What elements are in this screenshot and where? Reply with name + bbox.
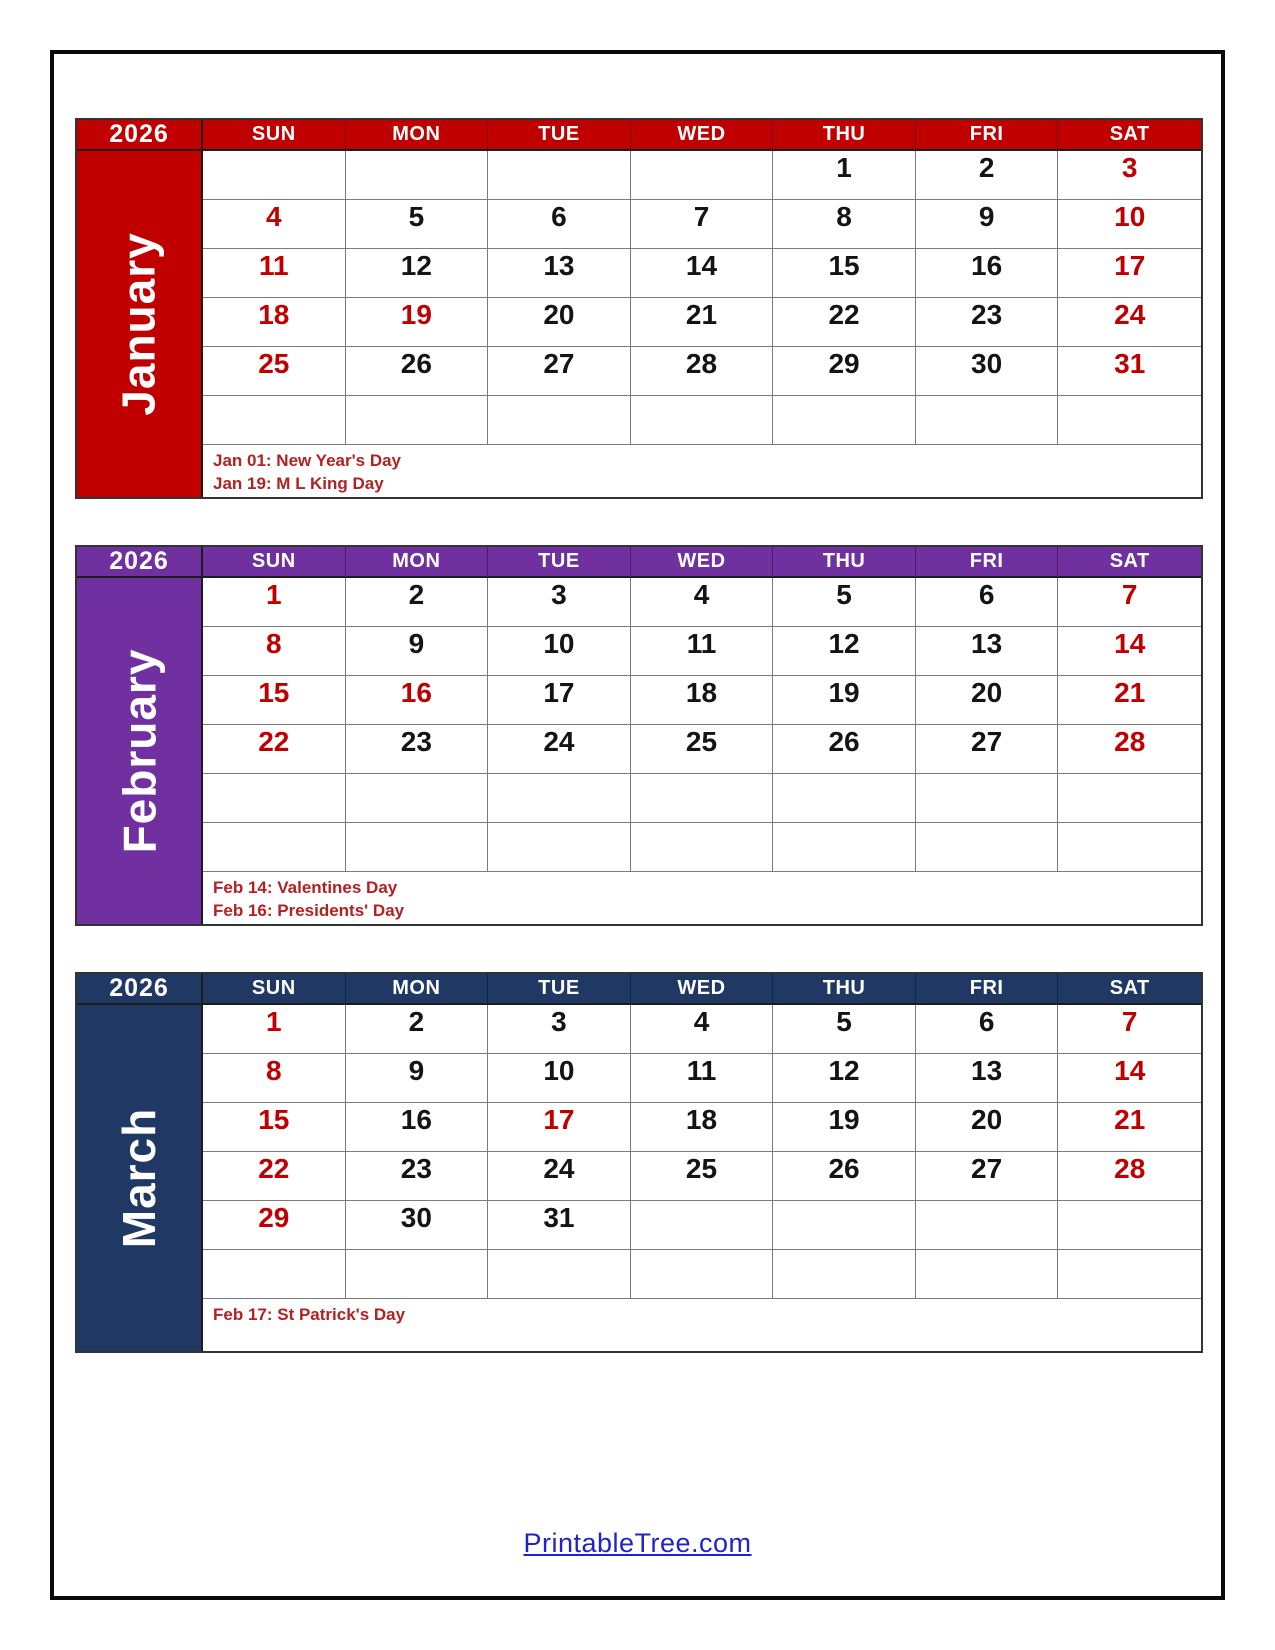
date-cell-february-13: 13 xyxy=(916,627,1059,676)
day-header-sat-february: SAT xyxy=(1058,547,1201,578)
empty-date-cell xyxy=(916,1201,1059,1250)
date-cell-february-27: 27 xyxy=(916,725,1059,774)
holiday-note: Feb 17: St Patrick's Day xyxy=(213,1305,406,1324)
date-cell-march-14: 14 xyxy=(1058,1054,1201,1103)
date-cell-february-18: 18 xyxy=(631,676,774,725)
date-cell-february-11: 11 xyxy=(631,627,774,676)
month-name-february: February xyxy=(113,648,166,854)
date-cell-february-26: 26 xyxy=(773,725,916,774)
empty-date-cell xyxy=(631,774,774,823)
empty-date-cell xyxy=(773,1250,916,1299)
empty-date-cell xyxy=(916,823,1059,872)
empty-date-cell xyxy=(346,396,489,445)
empty-date-cell xyxy=(631,1201,774,1250)
date-cell-january-20: 20 xyxy=(488,298,631,347)
date-cell-march-16: 16 xyxy=(346,1103,489,1152)
date-cell-february-23: 23 xyxy=(346,725,489,774)
date-cell-march-23: 23 xyxy=(346,1152,489,1201)
year-label-march: 2026 xyxy=(77,974,203,1005)
day-header-wed-january: WED xyxy=(631,120,774,151)
empty-date-cell xyxy=(488,1250,631,1299)
empty-date-cell xyxy=(488,396,631,445)
date-cell-march-15: 15 xyxy=(203,1103,346,1152)
empty-date-cell xyxy=(631,1250,774,1299)
date-cell-march-5: 5 xyxy=(773,1005,916,1054)
date-cell-march-22: 22 xyxy=(203,1152,346,1201)
date-cell-january-27: 27 xyxy=(488,347,631,396)
empty-date-cell xyxy=(488,151,631,200)
empty-date-cell xyxy=(773,774,916,823)
empty-date-cell xyxy=(346,774,489,823)
month-section-february xyxy=(75,545,1203,926)
date-cell-march-18: 18 xyxy=(631,1103,774,1152)
date-cell-january-22: 22 xyxy=(773,298,916,347)
date-cell-march-11: 11 xyxy=(631,1054,774,1103)
holiday-note: Feb 14: Valentines Day xyxy=(213,878,398,897)
date-cell-march-25: 25 xyxy=(631,1152,774,1201)
date-cell-february-3: 3 xyxy=(488,578,631,627)
date-cell-february-4: 4 xyxy=(631,578,774,627)
empty-date-cell xyxy=(346,823,489,872)
empty-date-cell xyxy=(346,1250,489,1299)
empty-date-cell xyxy=(203,823,346,872)
day-header-tue-january: TUE xyxy=(488,120,631,151)
date-cell-january-1: 1 xyxy=(773,151,916,200)
date-cell-march-7: 7 xyxy=(1058,1005,1201,1054)
date-cell-february-15: 15 xyxy=(203,676,346,725)
footer-link[interactable]: PrintableTree.com xyxy=(523,1528,752,1558)
empty-date-cell xyxy=(203,1250,346,1299)
date-cell-january-29: 29 xyxy=(773,347,916,396)
empty-date-cell xyxy=(488,823,631,872)
date-cell-january-16: 16 xyxy=(916,249,1059,298)
date-cell-march-10: 10 xyxy=(488,1054,631,1103)
date-cell-february-2: 2 xyxy=(346,578,489,627)
day-header-sun-march: SUN xyxy=(203,974,346,1005)
day-header-thu-january: THU xyxy=(773,120,916,151)
empty-date-cell xyxy=(631,396,774,445)
date-cell-february-20: 20 xyxy=(916,676,1059,725)
day-header-tue-february: TUE xyxy=(488,547,631,578)
date-cell-february-19: 19 xyxy=(773,676,916,725)
empty-date-cell xyxy=(203,774,346,823)
month-name-march: March xyxy=(113,1107,166,1249)
date-cell-january-5: 5 xyxy=(346,200,489,249)
day-header-thu-march: THU xyxy=(773,974,916,1005)
date-cell-february-12: 12 xyxy=(773,627,916,676)
day-header-fri-january: FRI xyxy=(916,120,1059,151)
holiday-note: Jan 19: M L King Day xyxy=(213,473,384,493)
empty-date-cell xyxy=(488,774,631,823)
holiday-notes-january xyxy=(203,445,1201,497)
day-header-sat-january: SAT xyxy=(1058,120,1201,151)
month-name-january: January xyxy=(113,232,165,416)
date-cell-january-13: 13 xyxy=(488,249,631,298)
date-cell-january-8: 8 xyxy=(773,200,916,249)
date-cell-january-26: 26 xyxy=(346,347,489,396)
empty-date-cell xyxy=(346,151,489,200)
empty-date-cell xyxy=(916,774,1059,823)
month-band-february xyxy=(77,578,203,924)
date-cell-january-4: 4 xyxy=(203,200,346,249)
date-cell-march-27: 27 xyxy=(916,1152,1059,1201)
date-cell-march-19: 19 xyxy=(773,1103,916,1152)
empty-date-cell xyxy=(203,396,346,445)
date-cell-january-10: 10 xyxy=(1058,200,1201,249)
date-cell-march-4: 4 xyxy=(631,1005,774,1054)
date-cell-january-28: 28 xyxy=(631,347,774,396)
date-cell-march-3: 3 xyxy=(488,1005,631,1054)
day-header-thu-february: THU xyxy=(773,547,916,578)
empty-date-cell xyxy=(1058,1250,1201,1299)
day-header-sun-january: SUN xyxy=(203,120,346,151)
date-cell-march-28: 28 xyxy=(1058,1152,1201,1201)
empty-date-cell xyxy=(1058,823,1201,872)
empty-date-cell xyxy=(631,151,774,200)
date-cell-february-7: 7 xyxy=(1058,578,1201,627)
empty-date-cell xyxy=(773,396,916,445)
date-cell-march-29: 29 xyxy=(203,1201,346,1250)
date-cell-january-21: 21 xyxy=(631,298,774,347)
empty-date-cell xyxy=(631,823,774,872)
day-header-mon-january: MON xyxy=(346,120,489,151)
empty-date-cell xyxy=(1058,774,1201,823)
year-label-february: 2026 xyxy=(77,547,203,578)
date-cell-february-14: 14 xyxy=(1058,627,1201,676)
date-cell-march-20: 20 xyxy=(916,1103,1059,1152)
empty-date-cell xyxy=(203,151,346,200)
date-cell-february-10: 10 xyxy=(488,627,631,676)
date-cell-february-6: 6 xyxy=(916,578,1059,627)
date-cell-january-17: 17 xyxy=(1058,249,1201,298)
date-cell-february-16: 16 xyxy=(346,676,489,725)
date-cell-march-30: 30 xyxy=(346,1201,489,1250)
year-label-january: 2026 xyxy=(77,120,203,151)
date-cell-march-6: 6 xyxy=(916,1005,1059,1054)
date-cell-march-26: 26 xyxy=(773,1152,916,1201)
day-header-fri-march: FRI xyxy=(916,974,1059,1005)
empty-date-cell xyxy=(916,1250,1059,1299)
date-cell-january-31: 31 xyxy=(1058,347,1201,396)
date-cell-march-1: 1 xyxy=(203,1005,346,1054)
day-header-wed-february: WED xyxy=(631,547,774,578)
date-cell-march-12: 12 xyxy=(773,1054,916,1103)
month-band-march xyxy=(77,1005,203,1351)
date-cell-february-24: 24 xyxy=(488,725,631,774)
date-cell-january-2: 2 xyxy=(916,151,1059,200)
date-cell-march-8: 8 xyxy=(203,1054,346,1103)
date-cell-january-14: 14 xyxy=(631,249,774,298)
date-cell-january-15: 15 xyxy=(773,249,916,298)
holiday-notes-february xyxy=(203,872,1201,924)
date-cell-january-11: 11 xyxy=(203,249,346,298)
date-cell-january-25: 25 xyxy=(203,347,346,396)
footer xyxy=(0,1528,1275,1559)
day-header-sat-march: SAT xyxy=(1058,974,1201,1005)
holiday-notes-march xyxy=(203,1299,1201,1351)
date-cell-march-31: 31 xyxy=(488,1201,631,1250)
date-cell-january-7: 7 xyxy=(631,200,774,249)
day-header-sun-february: SUN xyxy=(203,547,346,578)
date-cell-march-2: 2 xyxy=(346,1005,489,1054)
date-cell-february-9: 9 xyxy=(346,627,489,676)
date-cell-march-13: 13 xyxy=(916,1054,1059,1103)
day-header-mon-february: MON xyxy=(346,547,489,578)
empty-date-cell xyxy=(773,1201,916,1250)
holiday-note: Feb 16: Presidents' Day xyxy=(213,900,405,920)
holiday-note: Jan 01: New Year's Day xyxy=(213,451,402,470)
date-cell-march-9: 9 xyxy=(346,1054,489,1103)
date-cell-january-24: 24 xyxy=(1058,298,1201,347)
day-header-wed-march: WED xyxy=(631,974,774,1005)
date-cell-january-19: 19 xyxy=(346,298,489,347)
date-cell-march-24: 24 xyxy=(488,1152,631,1201)
date-cell-february-17: 17 xyxy=(488,676,631,725)
month-band-january xyxy=(77,151,203,497)
month-section-january xyxy=(75,118,1203,499)
date-cell-march-21: 21 xyxy=(1058,1103,1201,1152)
empty-date-cell xyxy=(1058,396,1201,445)
date-cell-january-23: 23 xyxy=(916,298,1059,347)
day-header-tue-march: TUE xyxy=(488,974,631,1005)
date-cell-march-17: 17 xyxy=(488,1103,631,1152)
date-cell-january-6: 6 xyxy=(488,200,631,249)
date-cell-january-30: 30 xyxy=(916,347,1059,396)
empty-date-cell xyxy=(1058,1201,1201,1250)
date-cell-february-5: 5 xyxy=(773,578,916,627)
date-cell-january-12: 12 xyxy=(346,249,489,298)
day-header-mon-march: MON xyxy=(346,974,489,1005)
date-cell-january-9: 9 xyxy=(916,200,1059,249)
date-cell-february-8: 8 xyxy=(203,627,346,676)
date-cell-february-28: 28 xyxy=(1058,725,1201,774)
empty-date-cell xyxy=(916,396,1059,445)
day-header-fri-february: FRI xyxy=(916,547,1059,578)
month-section-march xyxy=(75,972,1203,1353)
date-cell-january-3: 3 xyxy=(1058,151,1201,200)
date-cell-february-22: 22 xyxy=(203,725,346,774)
empty-date-cell xyxy=(773,823,916,872)
date-cell-february-21: 21 xyxy=(1058,676,1201,725)
date-cell-february-25: 25 xyxy=(631,725,774,774)
date-cell-february-1: 1 xyxy=(203,578,346,627)
date-cell-january-18: 18 xyxy=(203,298,346,347)
